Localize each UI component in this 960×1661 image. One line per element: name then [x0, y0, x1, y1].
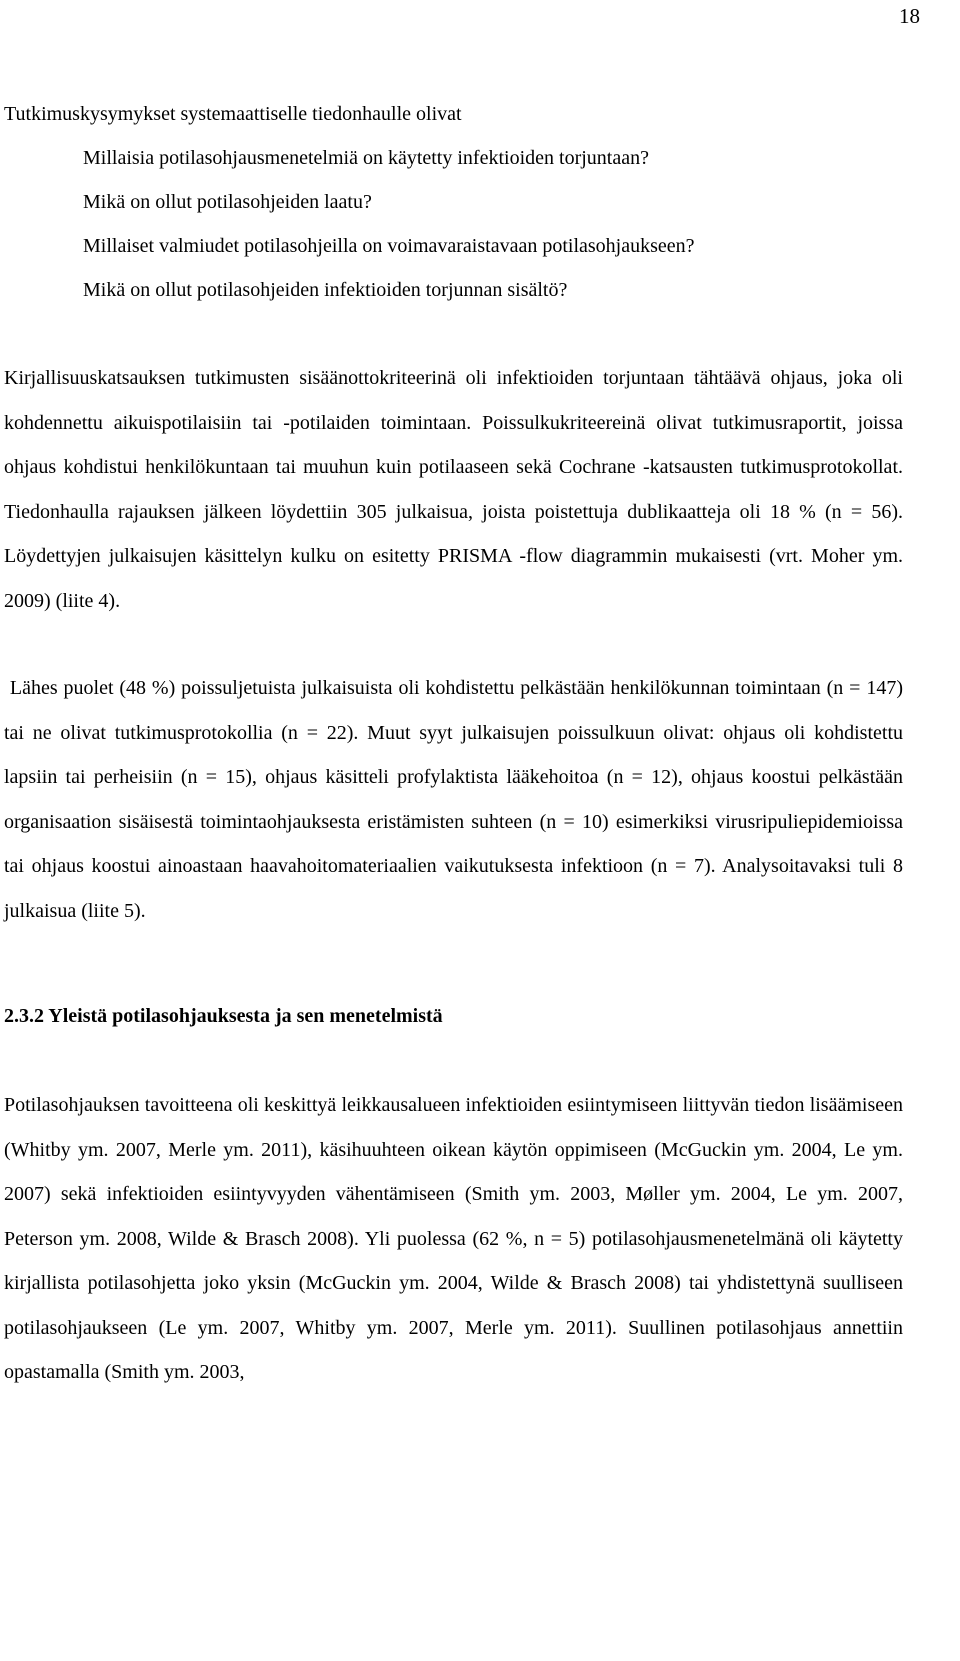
document-body — [4, 92, 909, 1395]
research-question-item: Mikä on ollut potilasohjeiden infektioiden torjunnan sisältö? — [83, 279, 568, 301]
section-paragraph: Potilasohjauksen tavoitteena oli keskittyä leikkausalueen infektioiden esiintymiseen liittyvän tiedon lisäämiseen (Whitby ym. 2007, Merle ym. 2011), käsihuuhteen oikean käytön oppimiseen (McGuckin ym. 2004, Le ym. 2007) sekä infektioiden esiintyvyyden vähentämiseen (Smith ym. 2003, Møller ym. 2004, Le ym. 2007, Peterson ym. 2008, Wilde & Brasch 2008). Yli puolessa (62 %, n = 5) potilasohjausmenetelmänä oli käytetty kirjallista potilasohjetta joko yksin (McGuckin ym. 2004, Wilde & Brasch 2008) tai yhdistettynä suulliseen potilasohjaukseen (Le ym. 2007, Whitby ym. 2007, Merle ym. 2011). Suullinen potilasohjaus annettiin opastamalla (Smith ym. 2003, — [4, 1094, 903, 1383]
research-question-item: Mikä on ollut potilasohjeiden laatu? — [83, 191, 372, 213]
exclusion-results-paragraph: Lähes puolet (48 %) poissuljetuista julkaisuista oli kohdistettu pelkästään henkilökunnan toimintaan (n = 147) tai ne olivat tutkimusprotokollia (n = 22). Muut syyt julkaisujen poissulkuun olivat: ohjaus oli kohdistettu lapsiin tai perheisiin (n = 15), ohjaus käsitteli profylaktista lääkehoitoa (n = 12), ohjaus koostui pelkästään organisaation sisäisestä toimintaohjauksesta eristämisten suhteen (n = 10) esimerkiksi virusripuliepidemioissa tai ohjaus koostui ainoastaan haavahoitomateriaalien vaikutuksesta infektioon (n = 7). Analysoitavaksi tuli 8 julkaisua (liite 5). — [4, 677, 909, 922]
research-question-item: Millaiset valmiudet potilasohjeilla on voimavaraistavaan potilasohjaukseen? — [83, 235, 695, 257]
section-heading: 2.3.2 Yleistä potilasohjauksesta ja sen menetelmistä — [4, 1005, 443, 1027]
research-questions-intro: Tutkimuskysymykset systemaattiselle tiedonhaulle olivat — [4, 103, 462, 125]
research-question-item: Millaisia potilasohjausmenetelmiä on käytetty infektioiden torjuntaan? — [83, 147, 649, 169]
research-questions-list — [4, 136, 903, 312]
page-number: 18 — [899, 4, 920, 28]
inclusion-criteria-paragraph: Kirjallisuuskatsauksen tutkimusten sisäänottokriteerinä oli infektioiden torjuntaan tähtäävä ohjaus, joka oli kohdennettu aikuispotilaisiin tai -potilaiden toimintaan. Poissulkukriteereinä olivat tutkimusraportit, joissa ohjaus kohdistui henkilökuntaan tai muuhun kuin potilaaseen sekä Cochrane -katsausten tutkimusprotokollat. Tiedonhaulla rajauksen jälkeen löydettiin 305 julkaisua, joista poistettuja dublikaatteja oli 18 % (n = 56). Löydettyjen julkaisujen käsittelyn kulku on esitetty PRISMA -flow diagrammin mukaisesti (vrt. Moher ym. 2009) (liite 4). — [4, 367, 903, 612]
